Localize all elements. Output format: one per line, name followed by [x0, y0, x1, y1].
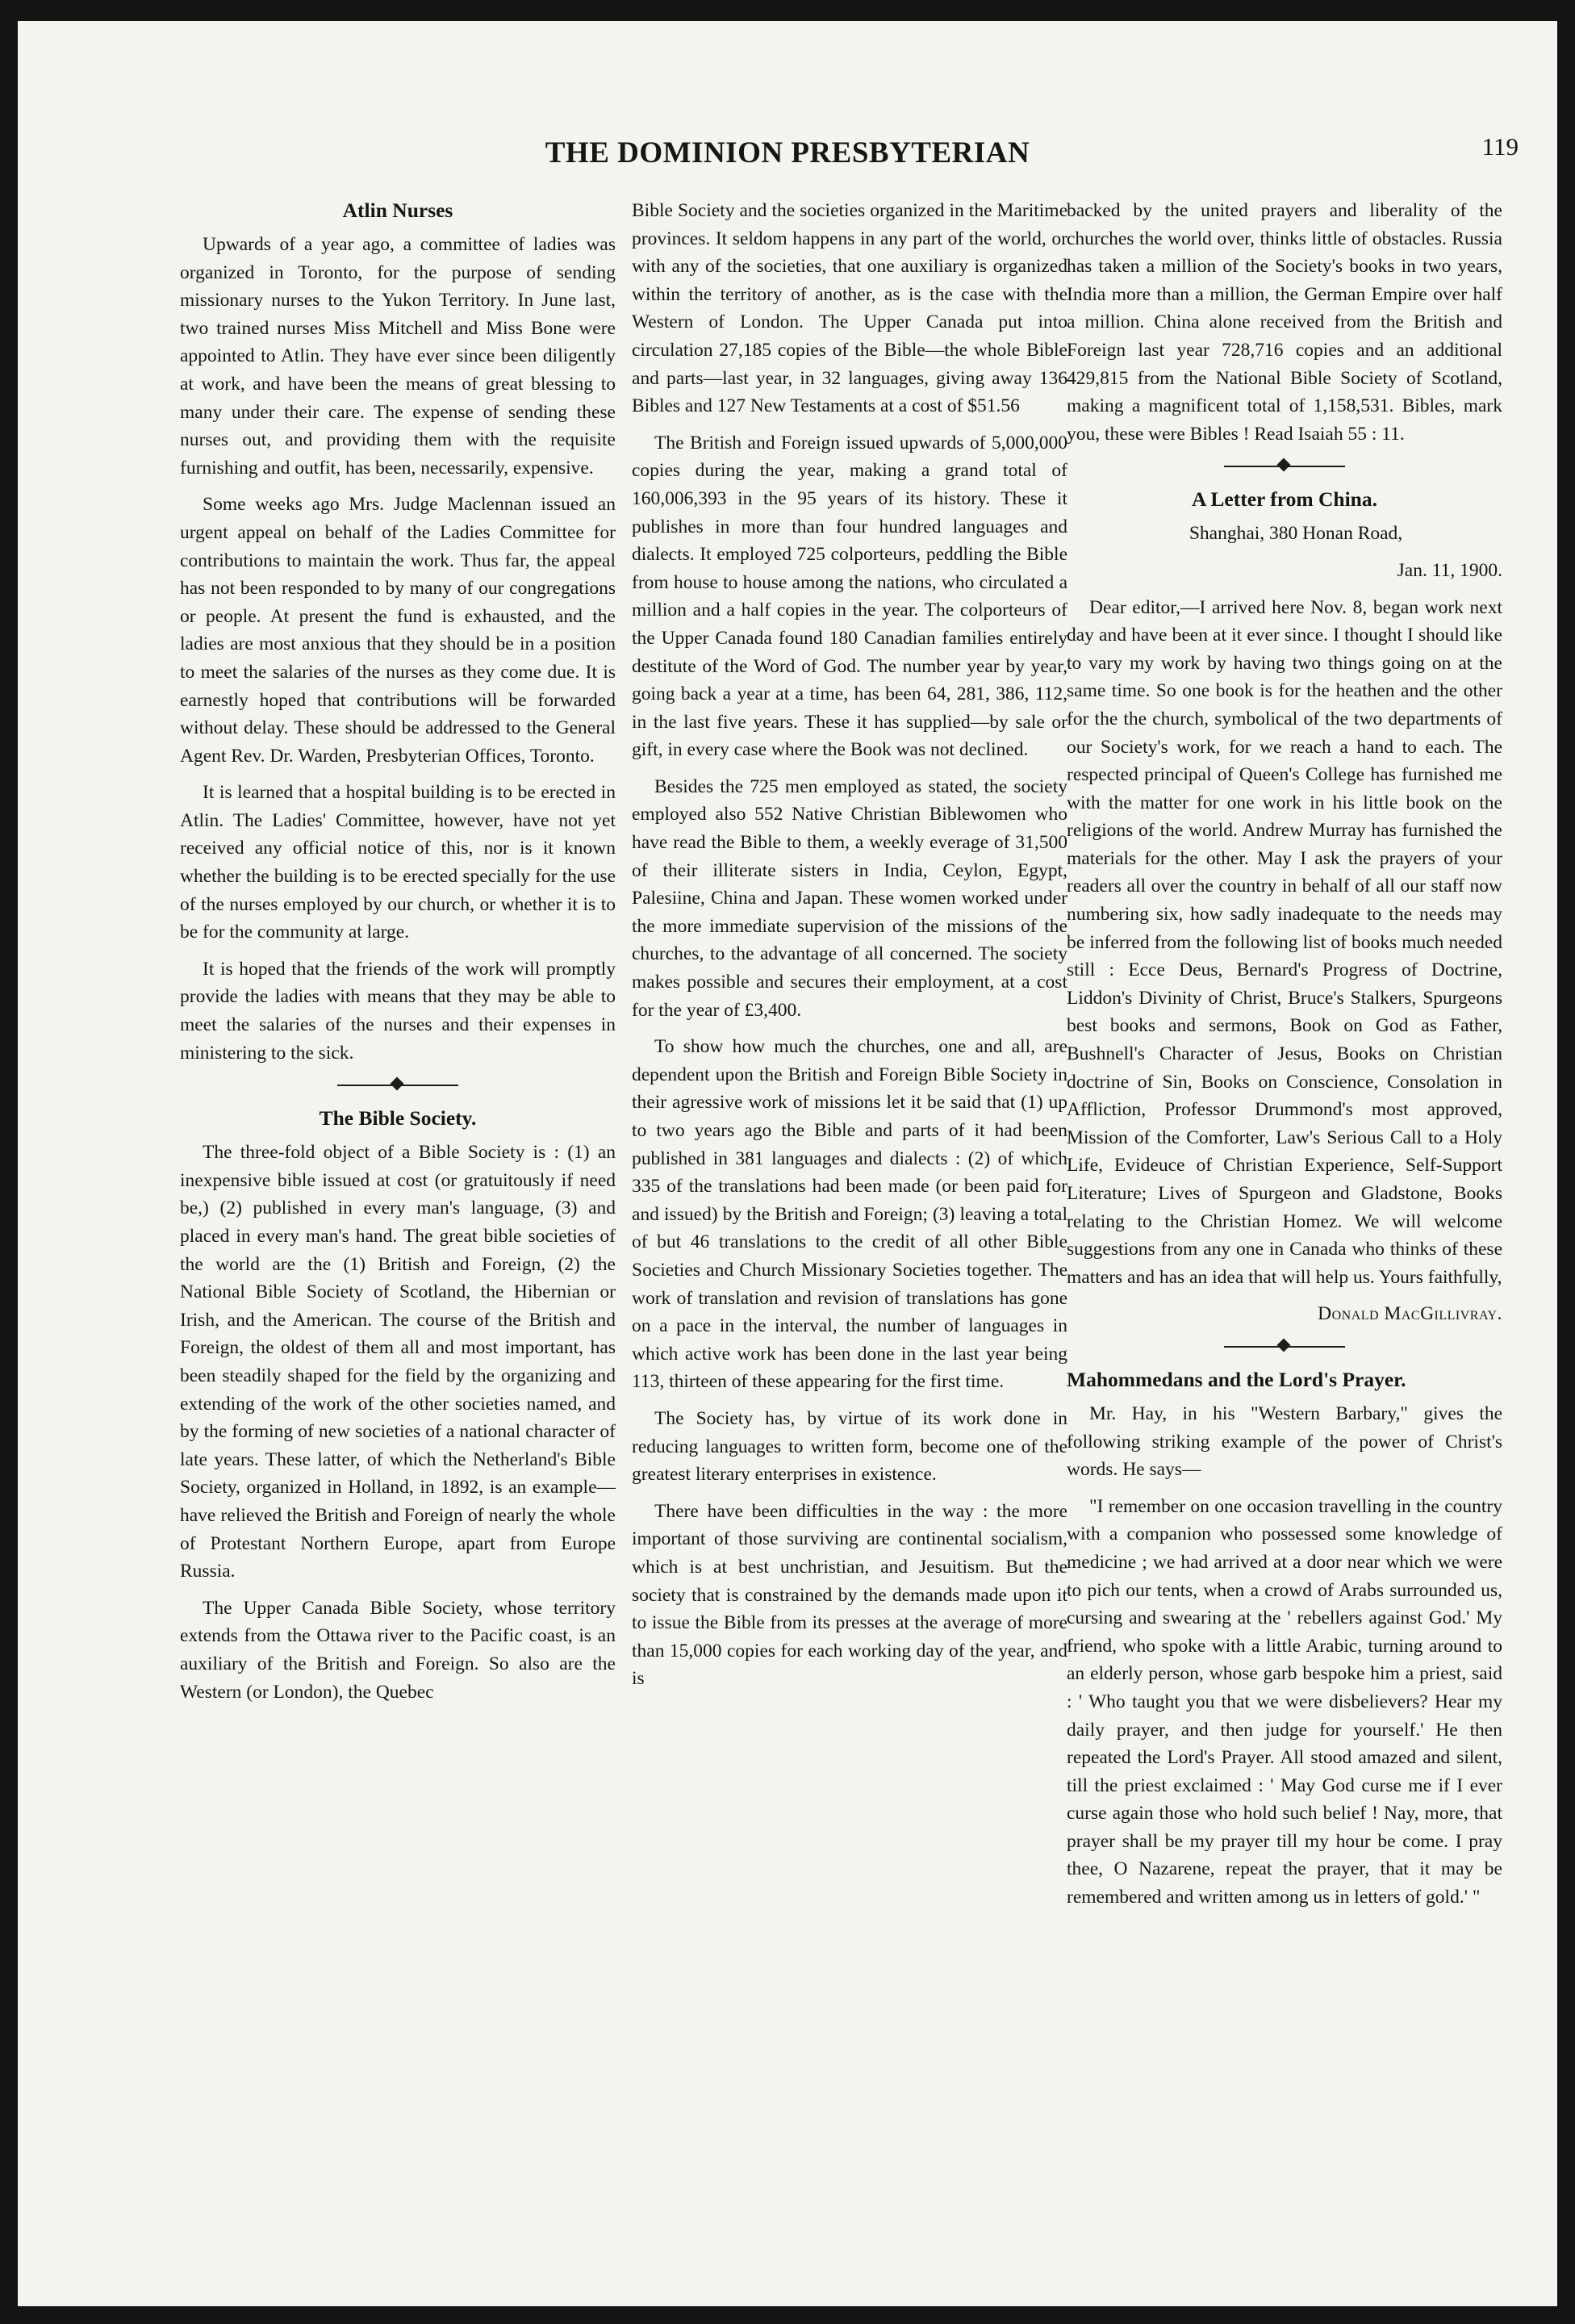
diamond-ornament-icon	[1277, 1338, 1291, 1352]
article-atlin-nurses	[180, 197, 616, 1067]
newspaper-page	[18, 21, 1557, 2306]
paragraph: Mr. Hay, in his "Western Barbary," gives the following striking example of the power of Christ's words. He says—	[1067, 1402, 1502, 1481]
paragraph: It is hoped that the friends of the work will promptly provide the ladies with means that they may be able to meet the salaries of the nurses and their expenses in ministering to the sick.	[180, 958, 616, 1064]
article-heading: The Bible Society.	[319, 1106, 477, 1131]
letter-signature: Donald MacGillivray.	[1318, 1303, 1502, 1325]
letter-date: Jan. 11, 1900.	[1397, 559, 1502, 581]
paragraph: Besides the 725 men employed as stated, the society employed also 552 Native Christian Biblewomen who have read the Bible to them, a weekly everage of 31,500 of their illiterate sisters in India, Ceylon, Egypt, Palesiine, China and Japan. These women worked under the more immediate supervision of the missions of the churches, to the advantage of all concerned. The society makes possible and secures their employment, at a cost for the year of £3,400.	[632, 775, 1067, 1021]
diamond-ornament-icon	[1277, 458, 1291, 472]
column-1	[180, 197, 616, 1715]
page-number: 119	[1481, 132, 1519, 161]
article-letter-from-china	[1067, 486, 1502, 1328]
paragraph: To show how much the churches, one and all, are dependent upon the British and Foreign Bible Society in their agressive work of missions let it be said that (1) up to two years ago the Bible and parts of it had been published in 381 languages and dialects : (2) of which 335 of the translations had been made (or been paid for and issued) by the British and Foreign; (3) leaving a total of but 46 translations to the credit of all other Bible Societies and Church Missionary Societies together. The work of translation and revision of translations has gone on a pace in the interval, the number of languages in which active work has been done in the last year being 113, thirteen of these appearing for the first time.	[632, 1036, 1067, 1393]
column-3	[1067, 197, 1502, 1921]
paragraph: Some weeks ago Mrs. Judge Maclennan issued an urgent appeal on behalf of the Ladies Committee for contributions to maintain the work. Thus far, the appeal has not been responded to by many of our congregations or people. At present the fund is exhausted, and the ladies are most anxious that they should be in a position to meet the salaries of the nurses as they come due. It is earnestly hoped that contributions will be forwarded without delay. These should be addressed to the General Agent Rev. Dr. Warden, Presbyterian Offices, Toronto.	[180, 494, 616, 767]
paragraph: backed by the united prayers and liberality of the churches the world over, thinks little of obstacles. Russia has taken a million of the Society's books in two years, India more than a million, the German Empire over half a million. China alone received from the British and Foreign last year 728,716 copies and an additional 429,815 from the National Bible Society of Scotland, making a magnificent total of 1,158,531. Bibles, mark you, these were Bibles ! Read Isaiah 55 : 11.	[1067, 200, 1502, 445]
column-2	[632, 197, 1067, 1702]
paragraph: It is learned that a hospital building is to be erected in Atlin. The Ladies' Committee, however, have not yet received any official notice of this, nor is it known whether the building is to be erected specially for the use of the nurses employed by our church, or whether it is to be for the community at large.	[180, 782, 616, 943]
article-mahommedans-lords-prayer	[1067, 1366, 1502, 1912]
section-divider	[1224, 1337, 1345, 1356]
article-heading: A Letter from China.	[1192, 487, 1377, 512]
paragraph: There have been difficulties in the way : the more important of those surviving are continental socialism, which is at best unchristian, and Jesuitism. But the society that is constrained by the demands made upon it to issue the Bible from its presses at the average of more than 15,000 copies for each working day of the year, and is	[632, 1500, 1067, 1690]
paragraph: Upwards of a year ago, a committee of ladies was organized in Toronto, for the purpose of sending missionary nurses to the Yukon Territory. In June last, two trained nurses Miss Mitchell and Miss Bone were appointed to Atlin. They have ever since been diligently at work, and have been the means of great blessing to many under their care. The expense of sending these nurses out, and providing them with the requisite furnishing and outfit, has been, necessarily, expensive.	[180, 234, 616, 479]
section-divider	[1224, 457, 1345, 476]
paragraph: "I remember on one occasion travelling in the country with a companion who possessed some knowledge of medicine ; we had arrived at a door near which we were to pich our tents, when a crowd of Arabs surrounded us, cursing and swearing at the ' rebellers against God.' My friend, who spoke with a little Arabic, turning around to an elderly person, whose garb bespoke him a priest, said : ' Who taught you that we were disbelievers? Hear my daily prayer, and then judge for yourself.' He then repeated the Lord's Prayer. All stood amazed and silent, till the priest exclaimed : ' May God curse me if I ever curse again those who hold such belief ! Nay, more, that prayer shall be my prayer till my hour be come. I pray thee, O Nazarene, repeat the prayer, that it may be remembered and written among us in letters of gold.' "	[1067, 1495, 1502, 1908]
paragraph: Bible Society and the societies organized in the Maritime provinces. It seldom happens in any part of the world, or with any of the societies, that one auxiliary is organized within the territory of another, as is the case with the Western of London. The Upper Canada put into circulation 27,185 copies of the Bible—the whole Bible and parts—last year, in 32 languages, giving away 136 Bibles and 127 New Testaments at a cost of $51.56	[632, 200, 1067, 417]
paragraph: The British and Foreign issued upwards of 5,000,000 copies during the year, making a grand total of 160,006,393 in the 95 years of its history. These it publishes in more than four hundred languages and dialects. It employed 725 colporteurs, peddling the Bible from house to house among the nations, who circulated a million and a half copies in the year. The colporteurs of the Upper Canada found 180 Canadian families entirely destitute of the Word of God. The number year by year, going back a year at a time, has been 64, 281, 386, 112, in the last five years. These it has supplied—by sale or gift, in every case where the Book was not declined.	[632, 432, 1067, 761]
letter-address: Shanghai, 380 Honan Road,	[1189, 523, 1403, 545]
masthead-title: THE DOMINION PRESBYTERIAN	[545, 136, 1030, 169]
paragraph: The Upper Canada Bible Society, whose territory extends from the Ottawa river to the Pacific coast, is an auxiliary of the British and Foreign. So also are the Western (or London), the Quebec	[180, 1597, 616, 1703]
paragraph: Dear editor,—I arrived here Nov. 8, began work next day and have been at it ever since. I thought I should like to vary my work by having two things going on at the same time. So one book is for the heathen and the other for the the church, symbolical of the two departments of our Society's work, for we reach a hand to each. The respected principal of Queen's College has furnished me with the matter for one work in his little book on the religions of the world. Andrew Murray has furnished the materials for the other. May I ask the prayers of your readers all over the country in behalf of all our staff now numbering six, how sadly inadequate to the needs may be inferred from the following list of books much needed still : Ecce Deus, Bernard's Progress of Doctrine, Liddon's Divinity of Christ, Bruce's Stalkers, Spurgeons best books and sermons, Book on God as Father, Bushnell's Character of Jesus, Books on Christian doctrine of Sin, Books on Conscience, Consolation in Affliction, Professor Drummond's most approved, Mission of the Comforter, Law's Serious Call to a Holy Life, Evideuce of Christian Experience, Self-Support Literature; Lives of Spurgeon and Gladstone, Books relating to the Christian Homez. We will welcome suggestions from any one in Canada who thinks of these matters and has an idea that will help us. Yours faithfully,	[1067, 596, 1502, 1288]
paragraph: The three-fold object of a Bible Society is : (1) an inexpensive bible issued at cost (or gratuitously if need be,) (2) published in every man's language, (3) and placed in every man's hand. The great bible societies of the world are the (1) British and Foreign, (2) the National Bible Society of Scotland, the Hibernian or Irish, and the American. The course of the British and Foreign, the oldest of them all and most important, has been steadily shaped for the field by the organizing and extending of the work of the other societies named, and by the forming of new societies of a national character of late years. These latter, of which the Netherland's Bible Society, organized in Holland, in 1892, is an example—have relieved the British and Foreign of nearly the whole of Protestant Northern Europe, apart from Europe Russia.	[180, 1142, 616, 1582]
article-heading: Mahommedans and the Lord's Prayer.	[1067, 1367, 1406, 1391]
article-bible-society	[180, 1105, 616, 1706]
paragraph: The Society has, by virtue of its work done in reducing languages to written form, become one of the greatest literary enterprises in existence.	[632, 1407, 1067, 1486]
article-heading: Atlin Nurses	[342, 199, 453, 222]
section-divider	[337, 1076, 458, 1095]
diamond-ornament-icon	[391, 1077, 404, 1091]
